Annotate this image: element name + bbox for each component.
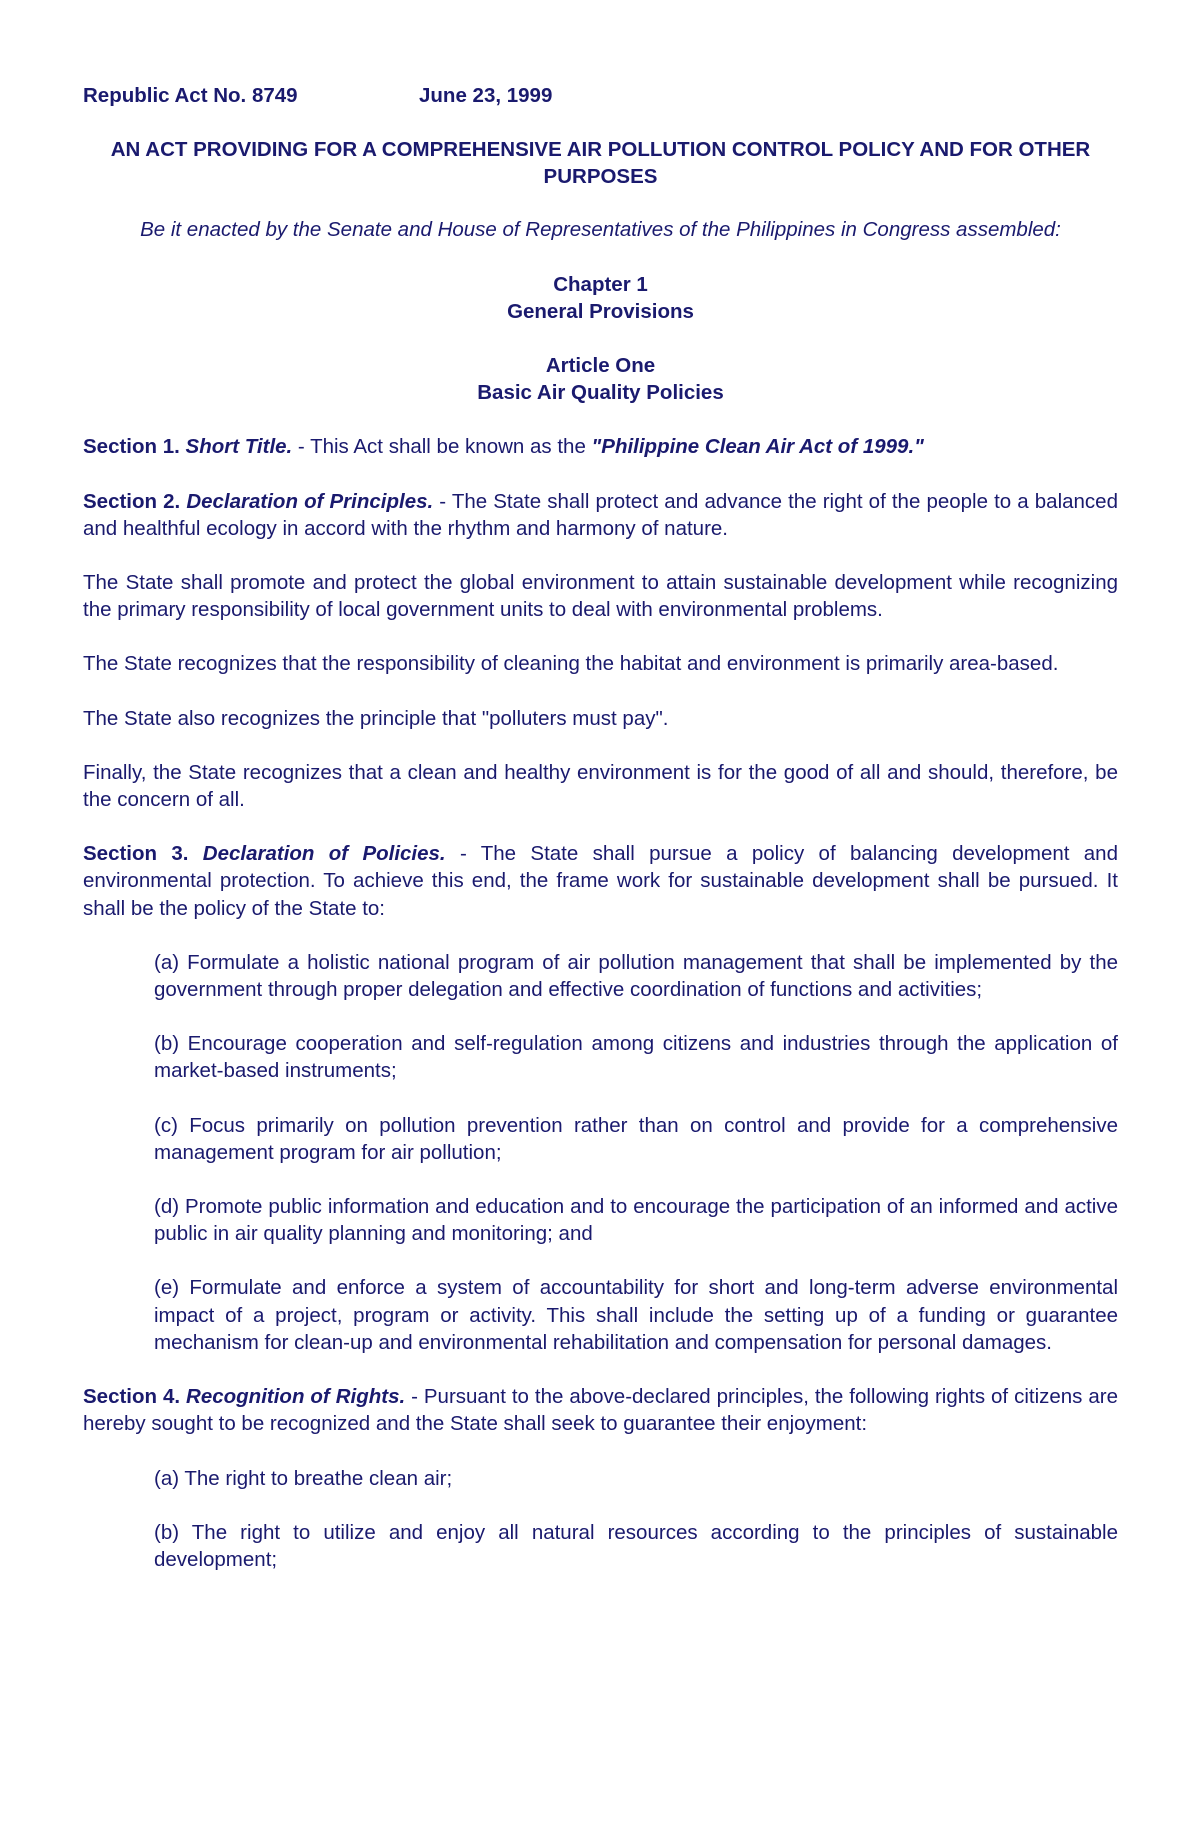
section-3-item: (e) Formulate and enforce a system of accountability for short and long-term adverse environmental impact of a project, program or activity. This shall include the setting up of a funding or guarantee mechanism for clean-up and environmental rehabilitation and compensation for personal damages.: [154, 1276, 1118, 1354]
section-1-short-title: "Philippine Clean Air Act of 1999.": [591, 435, 924, 459]
act-header: [83, 82, 1118, 110]
act-date: June 23, 1999: [419, 84, 553, 107]
act-title: AN ACT PROVIDING FOR A COMPREHENSIVE AIR POLLUTION CONTROL POLICY AND FOR OTHER PURPOSES: [110, 138, 1091, 189]
enacting-clause: Be it enacted by the Senate and House of Representatives of the Philippines in Congress assembled:: [140, 218, 1061, 242]
section-1: [83, 433, 1118, 460]
section-1-label: Section 1.: [83, 435, 180, 459]
section-2-heading: Declaration of Principles.: [186, 489, 434, 513]
section-3-text: - The State shall pursue a policy of balancing development and environmental protection. To achieve this end, the frame work for sustainable development shall be pursued. It shall be the policy of the State to:: [83, 842, 1118, 920]
section-2-text: - The State shall protect and advance the right of the people to a balanced and healthful ecology in accord with the rhythm and harmony of nature.: [83, 489, 1118, 540]
chapter-number: Chapter 1: [553, 272, 648, 296]
article-heading: [83, 352, 1118, 406]
section-2-paragraph: The State also recognizes the principle that "polluters must pay".: [83, 706, 669, 730]
section-4-item: (a) The right to breathe clean air;: [154, 1466, 453, 1490]
section-3: [83, 840, 1118, 922]
section-3-item: (b) Encourage cooperation and self-regulation among citizens and industries through the application of market-based instruments;: [154, 1032, 1118, 1083]
section-3-item: (d) Promote public information and education and to encourage the participation of an informed and active public in air quality planning and monitoring; and: [154, 1195, 1118, 1246]
section-4-heading: Recognition of Rights.: [186, 1385, 406, 1409]
section-3-item: (a) Formulate a holistic national program of air pollution management that shall be implemented by the government through proper delegation and effective coordination of functions and activities;: [154, 950, 1118, 1002]
document-page: [83, 82, 1118, 1573]
section-1-heading: Short Title.: [185, 435, 293, 459]
section-2-paragraph: The State recognizes that the responsibility of cleaning the habitat and environment is primarily area-based.: [83, 652, 1059, 676]
section-2: [83, 488, 1118, 542]
article-number: Article One: [545, 354, 656, 378]
section-1-text: - This Act shall be known as the: [292, 435, 592, 459]
section-2-paragraph: Finally, the State recognizes that a clean and healthy environment is for the good of all and should, therefore, be the concern of all.: [83, 760, 1118, 812]
section-3-label: Section 3.: [83, 842, 189, 866]
article-name: Basic Air Quality Policies: [477, 381, 724, 405]
section-4: [83, 1383, 1118, 1437]
chapter-name: General Provisions: [507, 299, 694, 323]
section-2-paragraph: The State shall promote and protect the global environment to attain sustainable development while recognizing the primary responsibility of local government units to deal with environmental problems.: [83, 571, 1118, 622]
section-2-label: Section 2.: [83, 489, 181, 513]
act-number: Republic Act No. 8749: [83, 84, 298, 107]
chapter-heading: [83, 271, 1118, 325]
section-4-text: - Pursuant to the above-declared principles, the following rights of citizens are hereby sought to be recognized and the State shall seek to guarantee their enjoyment:: [83, 1385, 1118, 1436]
section-4-label: Section 4.: [83, 1385, 181, 1409]
section-3-heading: Declaration of Policies.: [202, 842, 446, 866]
section-4-item: (b) The right to utilize and enjoy all natural resources according to the principles of sustainable development;: [154, 1520, 1118, 1571]
section-3-item: (c) Focus primarily on pollution prevention rather than on control and provide for a comprehensive management program for air pollution;: [154, 1113, 1118, 1164]
